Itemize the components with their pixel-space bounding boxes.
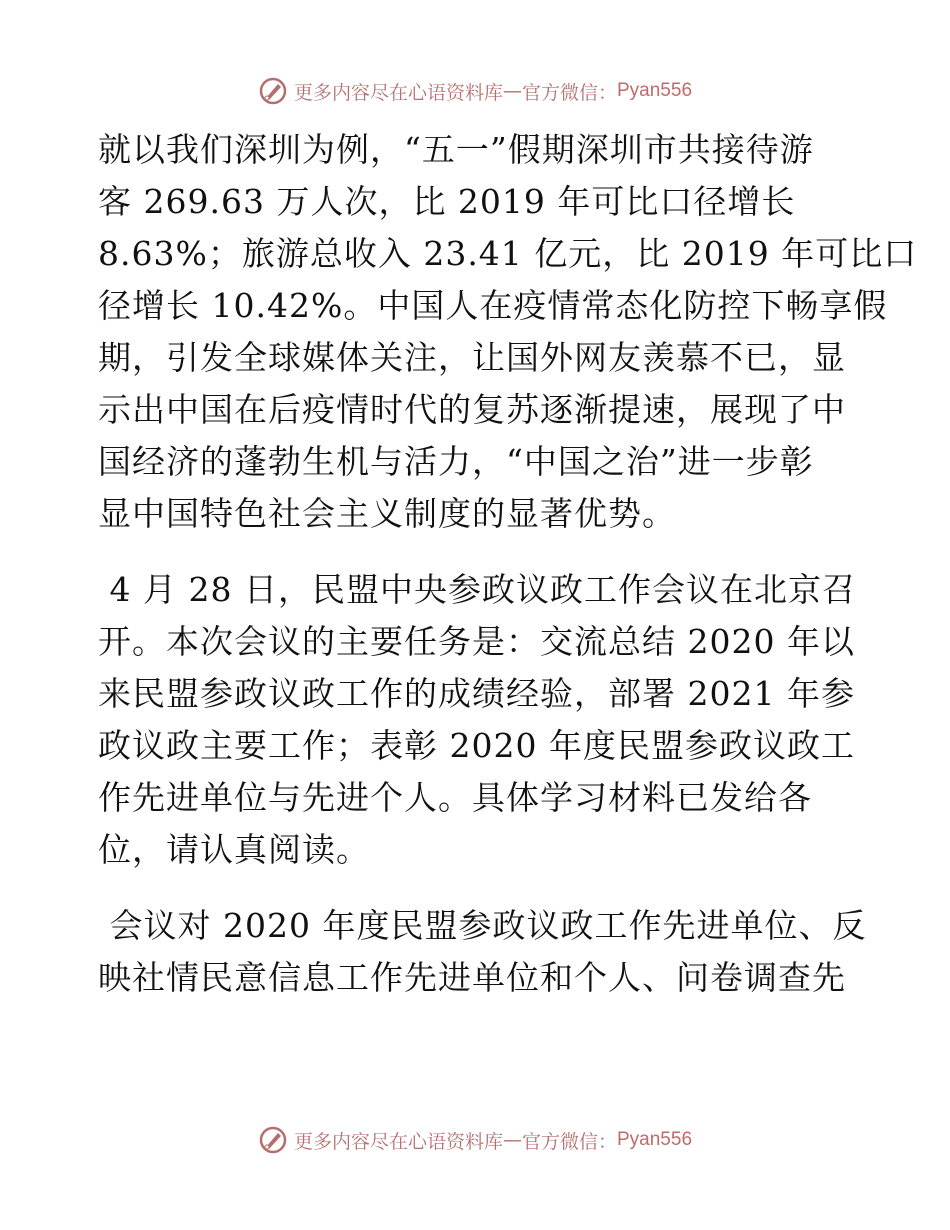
watermark-wechat-label: 官方微信：	[521, 1130, 617, 1153]
paragraph	[98, 900, 867, 1004]
text-line: 映社情民意信息工作先进单位和个人、问卷调查先	[98, 958, 846, 997]
text-line: 示出中国在后疫情时代的复苏逐渐提速，展现了中	[98, 390, 846, 429]
quill-logo-icon	[258, 1125, 288, 1155]
watermark-separator: —	[502, 1129, 522, 1151]
text-line: 径增长 10.42%。中国人在疫情常态化防控下畅享假	[98, 286, 888, 325]
text-line: 客 269.63 万人次，比 2019 年可比口径增长	[98, 182, 796, 221]
paragraph	[98, 124, 918, 540]
text-line: 期，引发全球媒体关注，让国外网友羡慕不已，显	[98, 338, 846, 377]
text-line: 显中国特色社会主义制度的显著优势。	[98, 494, 676, 533]
paragraph	[98, 564, 858, 876]
quill-logo-icon	[258, 76, 288, 106]
text-line: 就以我们深圳为例，“五一”假期深圳市共接待游	[98, 130, 814, 169]
watermark-handle: Pyan556	[617, 1129, 693, 1150]
watermark-main-text: 更多内容尽在心语资料库	[293, 1130, 503, 1153]
text-line: 会议对 2020 年度民盟参政议政工作先进单位、反	[98, 906, 867, 945]
header-watermark	[0, 71, 950, 111]
watermark-wechat-label: 官方微信：	[521, 81, 617, 104]
text-line: 政议政主要工作；表彰 2020 年度民盟参政议政工	[98, 726, 855, 765]
text-line: 位，请认真阅读。	[98, 830, 370, 869]
text-line: 来民盟参政议政工作的成绩经验，部署 2021 年参	[98, 674, 855, 713]
watermark-handle: Pyan556	[617, 80, 693, 101]
text-line: 开。本次会议的主要任务是：交流总结 2020 年以	[98, 622, 855, 661]
watermark-separator: —	[502, 80, 522, 102]
watermark-main-text: 更多内容尽在心语资料库	[293, 81, 503, 104]
text-line: 国经济的蓬勃生机与活力，“中国之治”进一步彰	[98, 442, 814, 481]
document-body	[98, 124, 918, 1004]
text-line: 8.63%；旅游总收入 23.41 亿元，比 2019 年可比口	[98, 234, 918, 273]
text-line: 作先进单位与先进个人。具体学习材料已发给各	[98, 778, 812, 817]
text-line: 4 月 28 日，民盟中央参政议政工作会议在北京召	[98, 570, 856, 609]
footer-watermark	[0, 1120, 950, 1160]
